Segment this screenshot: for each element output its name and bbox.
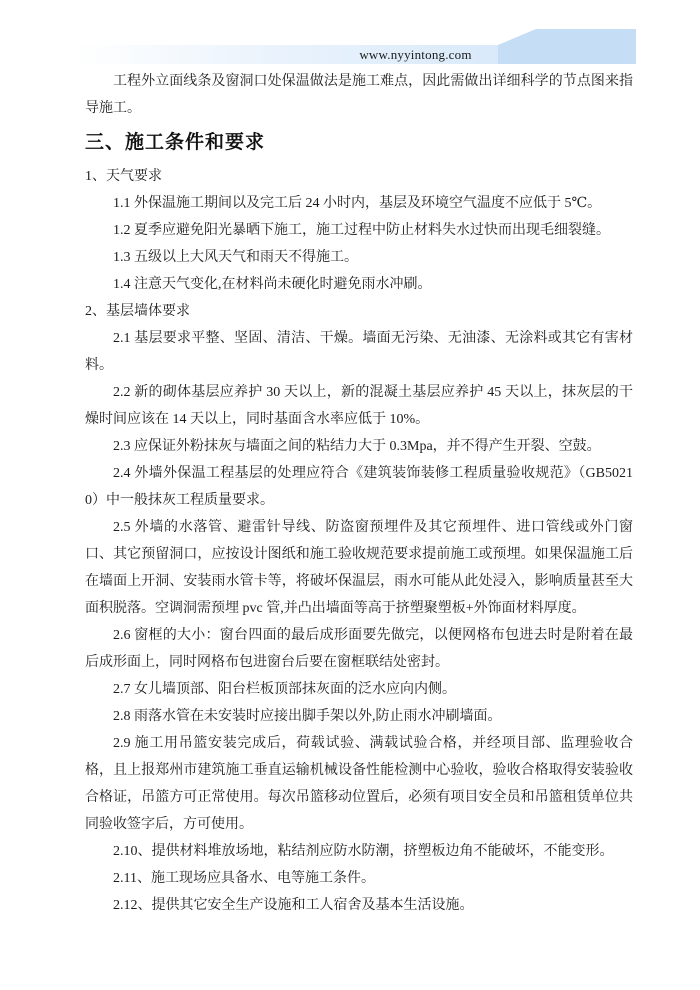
- item-2-9: 2.9 施工用吊篮安装完成后，荷载试验、满载试验合格，并经项目部、监理验收合格，且上报郑州市建筑施工垂直运输机械设备性能检测中心验收，验收合格取得安装验收合格证，吊篮方可正常使用。每次吊篮移动位置后，必须有项目安全员和吊篮租赁单位共同验收签字后，方可使用。: [85, 736, 633, 832]
- website-url: www.nyyintong.com: [359, 47, 472, 62]
- header-ribbon-shape: [498, 29, 636, 64]
- item-2-7: 2.7 女儿墙顶部、阳台栏板顶部抹灰面的泛水应向内侧。: [113, 682, 456, 697]
- item-1-4: 1.4 注意天气变化,在材料尚未硬化时避免雨水冲刷。: [113, 277, 432, 292]
- item-2-10: 2.10、提供材料堆放场地，粘结剂应防水防潮，挤塑板边角不能破坏，不能变形。: [113, 844, 614, 859]
- item-2-3: 2.3 应保证外粉抹灰与墙面之间的粘结力大于 0.3Mpa，并不得产生开裂、空鼓。: [113, 439, 601, 454]
- item-2-6: 2.6 窗框的大小：窗台四面的最后成形面要先做完，以便网格布包进去时是附着在最后成形面上，同时网格布包进窗台后要在窗框联结处密封。: [85, 628, 633, 670]
- item-2-8: 2.8 雨落水管在未安装时应接出脚手架以外,防止雨水冲刷墙面。: [113, 709, 502, 724]
- item-1-1: 1.1 外保温施工期间以及完工后 24 小时内，基层及环境空气温度不应低于 5℃。: [113, 196, 602, 211]
- subsection-2-title: 2、基层墙体要求: [85, 304, 190, 319]
- item-1-2: 1.2 夏季应避免阳光暴晒下施工，施工过程中防止材料失水过快而出现毛细裂缝。: [113, 223, 610, 238]
- page-header: [0, 0, 700, 70]
- item-2-11: 2.11、施工现场应具备水、电等施工条件。: [113, 871, 375, 886]
- intro-paragraph: 工程外立面线条及窗洞口处保温做法是施工难点，因此需做出详细科学的节点图来指导施工。: [85, 74, 633, 116]
- item-2-5: 2.5 外墙的水落管、避雷针导线、防盗窗预埋件及其它预埋件、进口管线或外门窗口、其它预留洞口，应按设计图纸和施工验收规范要求提前施工或预埋。如果保温施工后在墙面上开洞、安装雨水管卡等，将破坏保温层，雨水可能从此处浸入，影响质量甚至大面积脱落。空调洞需预埋 pvc 管,并凸出墙面等高于挤塑聚塑板+外饰面材料厚度。: [85, 520, 633, 616]
- subsection-1-title: 1、天气要求: [85, 169, 162, 184]
- item-1-3: 1.3 五级以上大风天气和雨天不得施工。: [113, 250, 358, 265]
- item-2-2: 2.2 新的砌体基层应养护 30 天以上，新的混凝土基层应养护 45 天以上，抹灰层的干燥时间应该在 14 天以上，同时基面含水率应低于 10%。: [85, 385, 633, 427]
- item-2-1: 2.1 基层要求平整、坚固、清洁、干燥。墙面无污染、无油漆、无涂料或其它有害材料。: [85, 331, 633, 373]
- document-content: [85, 68, 633, 919]
- item-2-12: 2.12、提供其它安全生产设施和工人宿舍及基本生活设施。: [113, 898, 474, 913]
- section-heading: 三、施工条件和要求: [85, 132, 266, 153]
- item-2-4: 2.4 外墙外保温工程基层的处理应符合《建筑装饰装修工程质量验收规范》（GB50210）中一般抹灰工程质量要求。: [85, 466, 633, 508]
